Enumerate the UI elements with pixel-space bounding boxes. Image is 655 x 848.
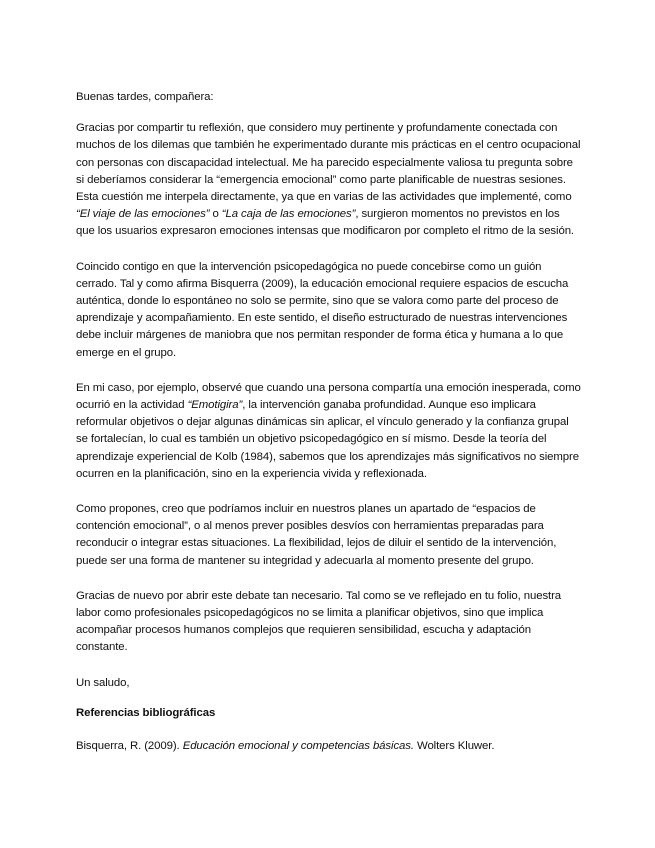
activity-title-caja: “La caja de las emociones” [221, 208, 356, 221]
reference-publisher: Wolters Kluwer. [413, 740, 495, 753]
signoff: Un saludo, [76, 676, 130, 689]
reference-entry [76, 738, 581, 755]
activity-title-emotigira: “Emotigira” [187, 399, 243, 412]
paragraph-5: Gracias de nuevo por abrir este debate tan necesario. Tal como se ve reflejado en tu folio, nuestra labor como profesionales psicopedagógicos no se limita a planificar objetivos, sino que implica acompañar procesos humanos complejos que requieren sensibilidad, escucha y adaptación constante. [76, 589, 562, 654]
greeting: Buenas tardes, compañera: [76, 91, 214, 103]
paragraph-3-text-a: En mi caso, por ejemplo, observé que cuando una persona compartía una emoción inesperada, como ocurrió en la actividad [76, 381, 581, 412]
paragraph-1 [76, 120, 581, 240]
reference-title: Educación emocional y competencias básicas. [182, 740, 414, 753]
paragraph-1-text-b: o [209, 208, 222, 221]
paragraph-4: Como propones, creo que podríamos incluir en nuestros planes un apartado de “espacios de contención emocional”, o al menos prever posibles desvíos con herramientas preparadas para reconducir o integrar estas situaciones. La flexibilidad, lejos de diluir el sentido de la intervención, puede ser una forma de mantener su integridad y adecuarla al momento presente del grupo. [76, 503, 557, 567]
reference-author: Bisquerra, R. (2009). [76, 740, 183, 753]
paragraph-1-text-c: , surgieron momentos no previstos en los que los usuarios expresaron emociones intensas que modificaron por completo el ritmo de la sesión. [76, 208, 574, 238]
references-heading: Referencias bibliográficas [76, 707, 216, 719]
references-section [76, 705, 581, 755]
paragraph-2: Coincido contigo en que la intervención psicopedagógica no puede concebirse como un guión cerrado. Tal y como afirma Bisquerra (2009), la educación emocional requiere espacios de escucha auténtica, donde lo espontáneo no solo se permite, sino que se valora como parte del proceso de aprendizaje y acompañamiento. En este sentido, el diseño estructurado de nuestras intervenciones debe incluir márgenes de maniobra que nos permitan responder de forma ética y humana a lo que emerge en el grupo. [76, 260, 569, 359]
paragraph-3-text-b: , la intervención ganaba profundidad. Aunque eso implicara reformular objetivos o dejar algunas dinámicas sin aplicar, el vínculo generado y la confianza grupal se fortalecían, lo cual es también un objetivo psicopedagógico en sí mismo. Desde la teoría del aprendizaje experiencial de Kolb (1984), sabemos que los aprendizajes más significativos no siempre ocurren en la planificación, sino en la experiencia vivida y reflexionada. [76, 399, 579, 480]
letter-body [76, 89, 581, 692]
paragraph-3 [76, 380, 581, 483]
activity-title-viaje: “El viaje de las emociones” [76, 208, 210, 221]
paragraph-1-text-a: Gracias por compartir tu reflexión, que considero muy pertinente y profundamente conectada con muchos de los dilemas que también he experimentado durante mis prácticas en el centro ocupacional con personas con discapacidad intelectual. Me ha parecido especialmente valiosa tu pregunta sobre si deberíamos considerar la “emergencia emocional” como parte planificable de nuestras sesiones. Esta cuestión me interpela directamente, ya que en varias de las actividades que implementé, como [76, 122, 581, 204]
